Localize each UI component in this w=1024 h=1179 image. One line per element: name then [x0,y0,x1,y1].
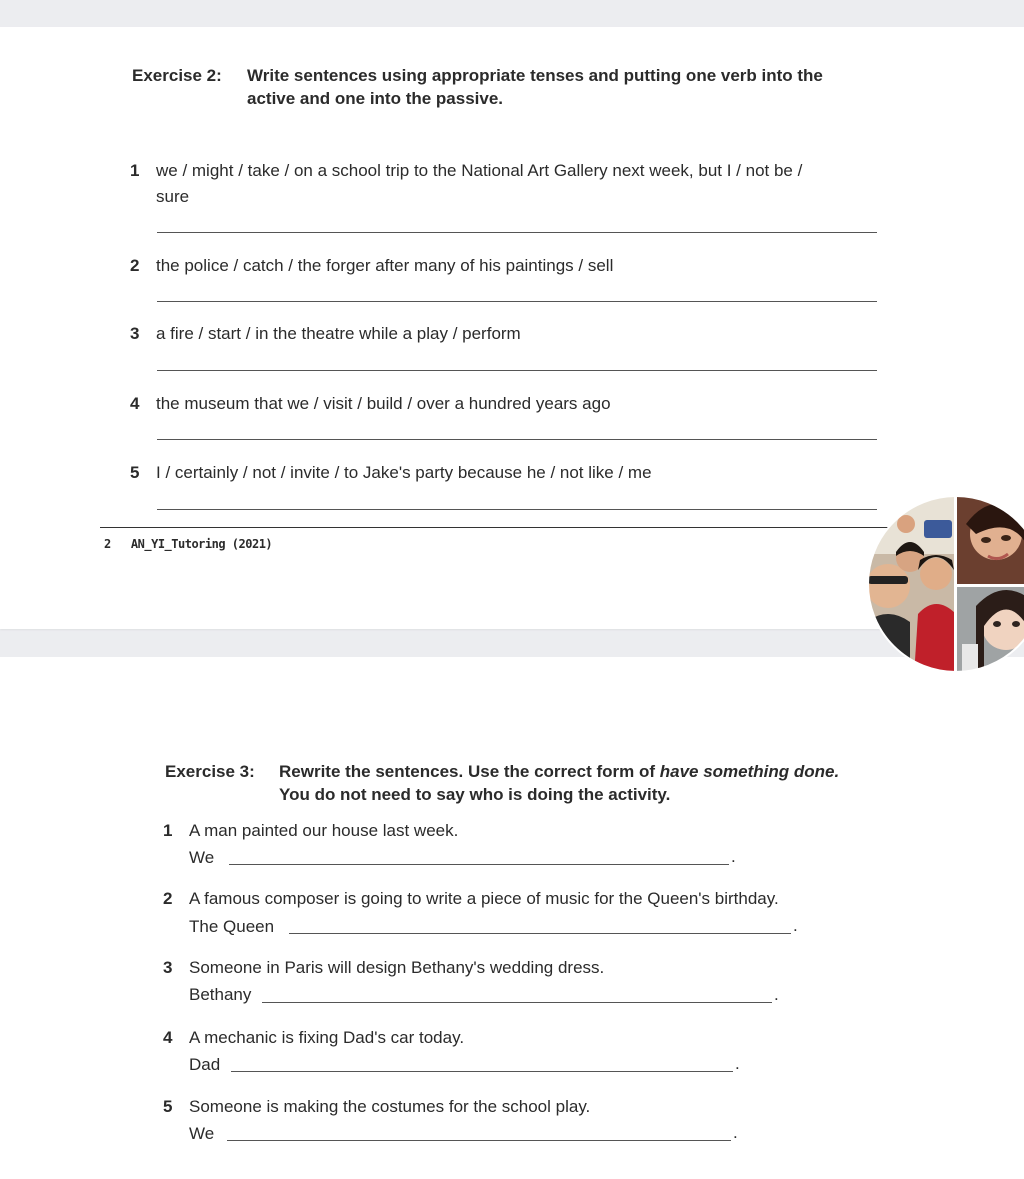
item-prompt: I / certainly / not / invite / to Jake's party because he / not like / me [156,463,652,482]
answer-line[interactable] [227,1140,731,1141]
answer-line[interactable] [289,933,791,934]
item-number: 1 [130,161,140,180]
answer-line[interactable] [157,370,877,371]
page-number: 2 [104,537,111,551]
instruction-italic-phrase: have something done. [659,762,840,781]
item-number: 5 [130,463,140,482]
item-sentence: A man painted our house last week. [189,821,459,840]
end-mark: . [774,985,779,1004]
answer-line[interactable] [157,301,877,302]
item-sentence: Someone is making the costumes for the school play. [189,1097,591,1116]
worksheet-page-2 [0,657,1024,1179]
exercise-3-instruction-line-1 [279,760,839,783]
answer-line[interactable] [157,439,877,440]
exercise-3-number: Exercise 3: [165,762,255,781]
answer-line[interactable] [231,1071,733,1072]
end-mark: . [733,1123,738,1142]
item-prompt: a fire / start / in the theatre while a play / perform [156,324,521,343]
item-prompt-continued: sure [156,187,190,206]
rewrite-cue: We [189,848,215,867]
exercise-2-heading [132,64,932,112]
item-number: 4 [130,394,140,413]
rewrite-cue: Bethany [189,985,252,1004]
answer-line[interactable] [157,232,877,233]
item-sentence: Someone in Paris will design Bethany's wedding dress. [189,958,605,977]
item-prompt: the police / catch / the forger after many of his paintings / sell [156,256,614,275]
item-number: 1 [163,821,173,840]
end-mark: . [793,916,798,935]
end-mark: . [735,1054,740,1073]
page-footer [104,537,272,551]
item-number: 4 [163,1028,173,1047]
exercise-3-heading [165,760,925,808]
rewrite-cue: The Queen [189,917,275,936]
end-mark: . [731,847,736,866]
item-prompt: we / might / take / on a school trip to the National Art Gallery next week, but I / not be / [156,161,803,180]
exercise-2-number: Exercise 2: [132,66,222,85]
exercise-2-instruction-line-1: Write sentences using appropriate tenses and putting one verb into the [247,66,823,85]
exercise-2-instruction-line-2: active and one into the passive. [247,89,504,108]
item-number: 2 [163,889,173,908]
photo-collage-image [866,494,1024,676]
answer-line[interactable] [157,509,877,510]
item-number: 3 [130,324,140,343]
item-sentence: A mechanic is fixing Dad's car today. [189,1028,465,1047]
answer-line[interactable] [229,864,729,865]
instruction-text: Rewrite the sentences. Use the correct form of [279,762,660,781]
profile-photo-collage[interactable] [866,494,1024,676]
rewrite-cue: Dad [189,1055,221,1074]
rewrite-cue: We [189,1124,215,1143]
item-prompt: the museum that we / visit / build / over a hundred years ago [156,394,611,413]
item-sentence: A famous composer is going to write a piece of music for the Queen's birthday. [189,889,779,908]
exercise-3-instruction-line-2: You do not need to say who is doing the activity. [279,785,671,804]
item-number: 5 [163,1097,173,1116]
item-number: 3 [163,958,173,977]
footer-credit: AN_YI_Tutoring (2021) [130,537,273,551]
answer-line[interactable] [262,1002,772,1003]
item-number: 2 [130,256,140,275]
